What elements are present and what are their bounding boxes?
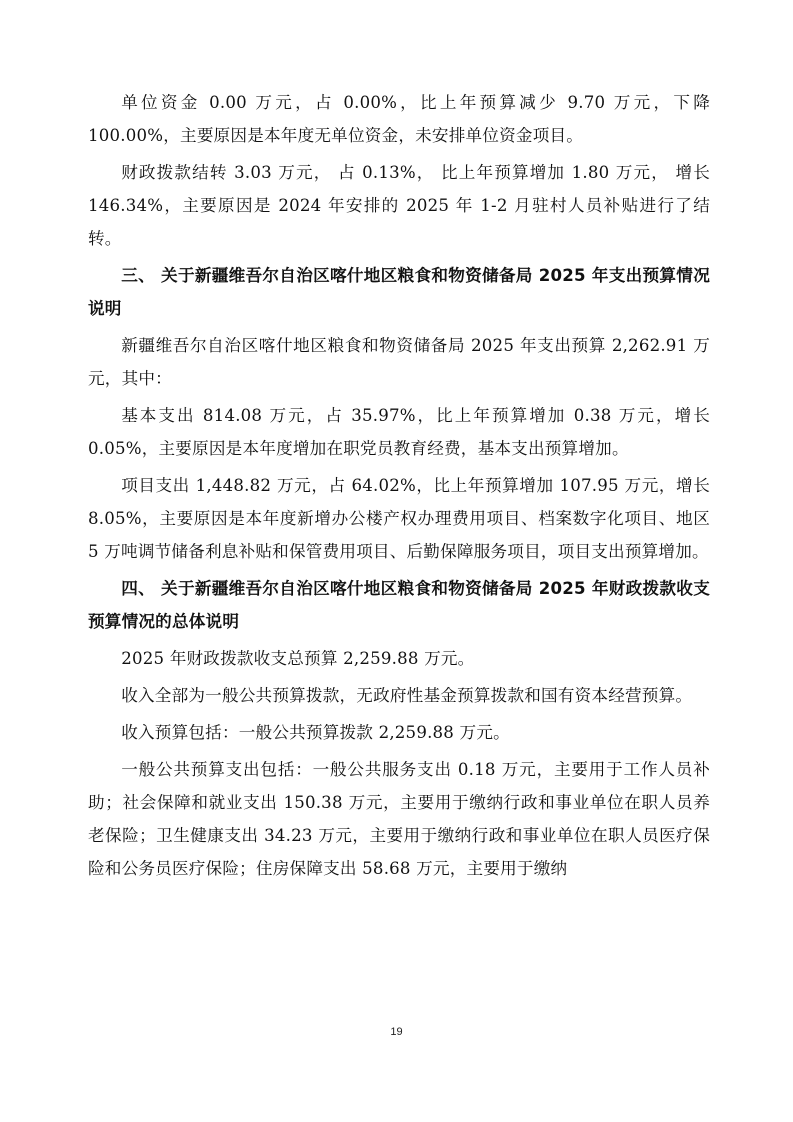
paragraph-fiscal-total: 2025 年财政拨款收支总预算 2,259.88 万元。 — [121, 649, 475, 668]
paragraph-basic-expenditure: 基本支出 814.08 万元，占 35.97%，比上年预算增加 0.38 万元，增长 0.05%，主要原因是本年度增加在职党员教育经费，基本支出预算增加。 — [88, 406, 710, 458]
paragraph-expenditure-total: 新疆维吾尔自治区喀什地区粮食和物资储备局 2025 年支出预算 2,262.91 万元，其中： — [88, 336, 710, 388]
paragraph-project-expenditure: 项目支出 1,448.82 万元，占 64.02%，比上年预算增加 107.95 万元，增长 8.05%，主要原因是本年度新增办公楼产权办理费用项目、档案数字化项目、地区 5 万吨调节储备利息补贴和保管费用项目、后勤保障服务项目，项目支出预算增加。 — [88, 476, 710, 561]
paragraph-fiscal-carryover: 财政拨款结转 3.03 万元， 占 0.13%， 比上年预算增加 1.80 万元， 增长 146.34%，主要原因是 2024 年安排的 2025 年 1-2 月驻村人员补贴进行了结转。 — [88, 163, 710, 248]
document-body — [88, 86, 710, 889]
paragraph-income-composition: 收入全部为一般公共预算拨款，无政府性基金预算拨款和国有资本经营预算。 — [121, 686, 693, 705]
section-heading-3: 三、 关于新疆维吾尔自治区喀什地区粮食和物资储备局 2025 年支出预算情况说明 — [88, 266, 710, 318]
paragraph-income-budget: 收入预算包括：一般公共预算拨款 2,259.88 万元。 — [121, 723, 510, 742]
section-heading-4: 四、 关于新疆维吾尔自治区喀什地区粮食和物资储备局 2025 年财政拨款收支预算情况的总体说明 — [88, 579, 710, 631]
paragraph-general-expenditure: 一般公共预算支出包括：一般公共服务支出 0.18 万元，主要用于工作人员补助；社会保障和就业支出 150.38 万元，主要用于缴纳行政和事业单位在职人员养老保险；卫生健康支出 34.23 万元，主要用于缴纳行政和事业单位在职人员医疗保险和公务员医疗保险；住房保障支出 58.68 万元，主要用于缴纳 — [88, 760, 710, 878]
paragraph-unit-funds: 单位资金 0.00 万元，占 0.00%，比上年预算减少 9.70 万元，下降 100.00%，主要原因是本年度无单位资金，未安排单位资金项目。 — [88, 93, 710, 145]
page-number: 19 — [390, 1026, 403, 1038]
